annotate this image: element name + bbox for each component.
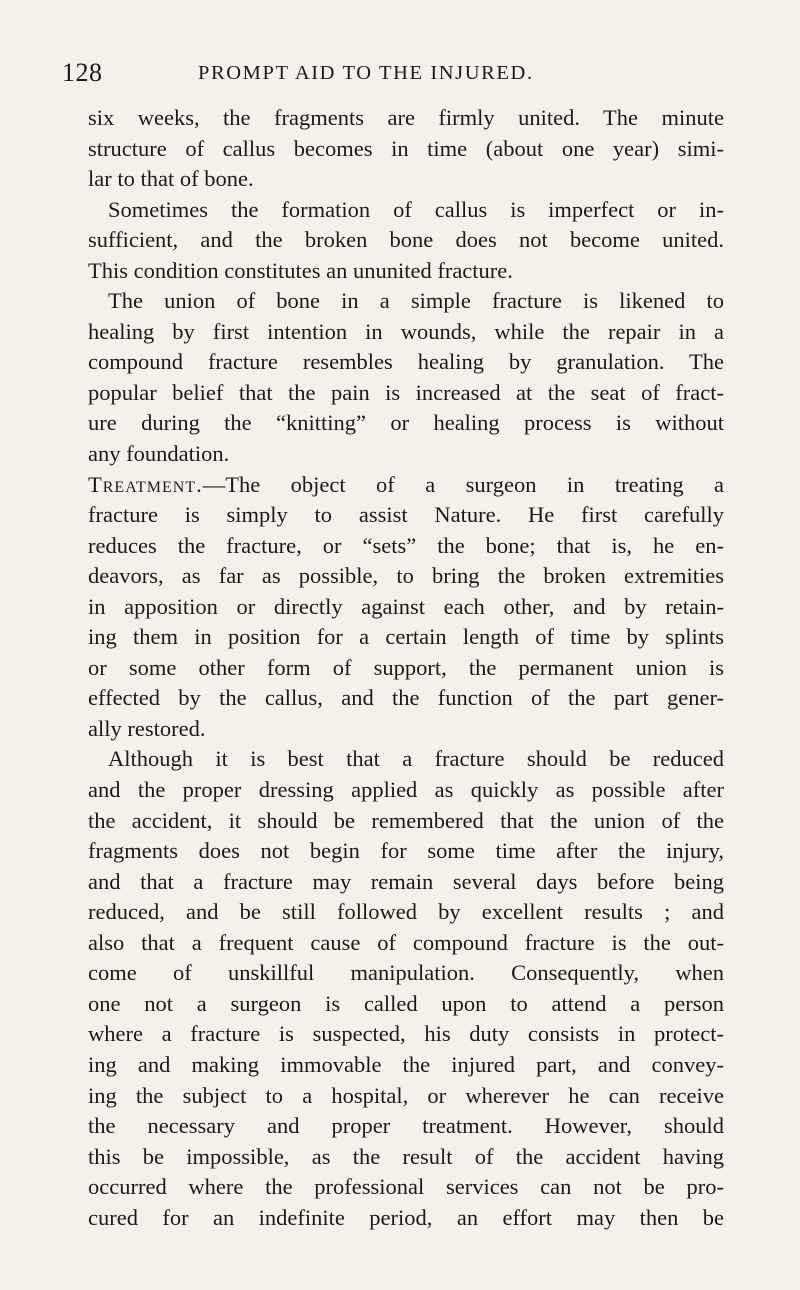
text-line: come of unskillful manipulation. Consequently, when	[88, 960, 724, 986]
text-line: structure of callus becomes in time (about one year) simi-	[88, 135, 724, 161]
text-line: compound fracture resembles healing by granulation. The	[88, 349, 724, 375]
text-line: reduces the fracture, or “sets” the bone; that is, he en-	[88, 532, 724, 558]
text-line: also that a frequent cause of compound fracture is the out-	[88, 929, 724, 955]
text-line: ure during the “knitting” or healing process is without	[88, 410, 724, 436]
section-heading-text: —The object of a surgeon in treating a	[202, 471, 724, 497]
text-line: the accident, it should be remembered that the union of the	[88, 807, 724, 833]
text-line: where a fracture is suspected, his duty consists in protect-	[88, 1021, 724, 1047]
text-line: sufficient, and the broken bone does not become united.	[88, 227, 724, 253]
text-line: cured for an indefinite period, an effort may then be	[88, 1204, 724, 1230]
text-line: reduced, and be still followed by excellent results ; and	[88, 899, 724, 925]
text-line: any foundation.	[88, 441, 230, 467]
text-line: popular belief that the pain is increased at the seat of fract-	[88, 379, 724, 405]
text-line: Sometimes the formation of callus is imperfect or in-	[108, 196, 724, 222]
text-line: healing by first intention in wounds, while the repair in a	[88, 318, 724, 344]
text-line: six weeks, the fragments are firmly united. The minute	[88, 105, 724, 130]
page-header	[62, 58, 622, 92]
text-line: This condition constitutes an ununited fracture.	[88, 257, 513, 283]
text-line: one not a surgeon is called upon to attend a person	[88, 990, 724, 1016]
text-line: ing them in position for a certain length of time by splints	[88, 624, 724, 650]
text-line: deavors, as far as possible, to bring the broken extremities	[88, 563, 724, 589]
text-line: the necessary and proper treatment. However, should	[88, 1113, 724, 1139]
text-line: in apposition or directly against each other, and by retain-	[88, 593, 724, 619]
text-line: or some other form of support, the permanent union is	[88, 654, 724, 680]
text-line: and that a fracture may remain several days before being	[88, 868, 724, 894]
text-line: fragments does not begin for some time after the injury,	[88, 838, 724, 864]
text-line: this be impossible, as the result of the accident having	[88, 1143, 724, 1169]
text-line: effected by the callus, and the function of the part gener-	[88, 685, 724, 711]
text-line: ing the subject to a hospital, or wherever he can receive	[88, 1082, 724, 1108]
text-line: ally restored.	[88, 715, 206, 741]
text-line: Although it is best that a fracture should be reduced	[108, 746, 724, 772]
section-heading: Treatment.	[88, 471, 203, 497]
text-line: occurred where the professional services can not be pro-	[88, 1174, 724, 1200]
text-line: and the proper dressing applied as quickly as possible after	[88, 777, 724, 803]
text-line: fracture is simply to assist Nature. He first carefully	[88, 502, 724, 528]
text-line: The union of bone in a simple fracture is likened to	[108, 288, 724, 314]
text-line	[88, 470, 724, 501]
text-line: lar to that of bone.	[88, 166, 254, 192]
running-head: PROMPT AID TO THE INJURED.	[198, 62, 534, 84]
body-text	[88, 103, 724, 1233]
text-line: ing and making immovable the injured part, and convey-	[88, 1051, 724, 1077]
page-number: 128	[62, 58, 103, 87]
